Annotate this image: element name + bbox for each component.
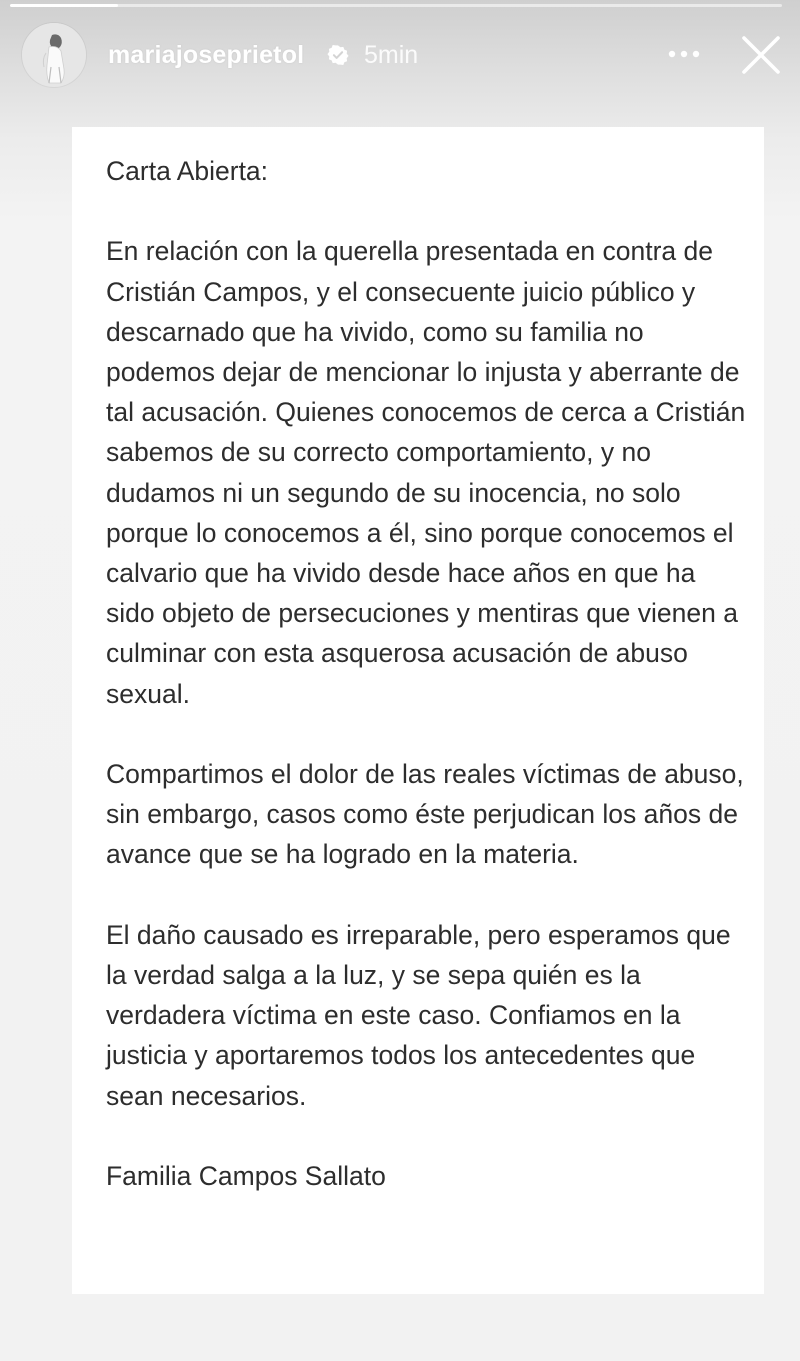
- story-username[interactable]: mariajoseprietol: [108, 41, 305, 69]
- avatar[interactable]: [22, 23, 86, 87]
- verified-badge-icon: [327, 44, 349, 66]
- open-letter-image: [72, 127, 764, 1294]
- close-button[interactable]: [736, 30, 786, 80]
- close-icon: [741, 35, 781, 75]
- letter-paragraph: El daño causado es irreparable, pero esperamos que la verdad salga a la luz, y se sepa quién es la verdadera víctima en este caso. Confiamos en la justicia y aportaremos todos los antecedentes que sean necesarios.: [106, 919, 731, 1111]
- letter-paragraph: Compartimos el dolor de las reales víctimas de abuso, sin embargo, casos como éste perjudican los años de avance que se ha logrado en la materia.: [106, 759, 744, 870]
- more-options-icon: [667, 49, 701, 59]
- letter-heading: Carta Abierta:: [106, 156, 269, 186]
- story-timestamp: 5min: [364, 41, 419, 69]
- story-progress-fill: [10, 4, 118, 7]
- more-options-button[interactable]: [662, 36, 706, 72]
- letter-signature: Familia Campos Sallato: [106, 1161, 386, 1192]
- story-progress-bar: [10, 4, 782, 7]
- letter-body: [106, 151, 746, 1196]
- letter-paragraph: En relación con la querella presentada en contra de Cristián Campos, y el consecuente juicio público y descarnado que ha vivido, como su familia no podemos dejar de mencionar lo injusta y aberrante de tal acusación. Quienes conocemos de cerca a Cristián sabemos de su correcto comportamiento, y no dudamos ni un segundo de su inocencia, no solo porque lo conocemos a él, sino porque conocemos el calvario que ha vivido desde hace años en que ha sido objeto de persecuciones y mentiras que vienen a culminar con esta asquerosa acusación de abuso sexual.: [106, 236, 746, 709]
- profile-photo-icon: [22, 23, 86, 87]
